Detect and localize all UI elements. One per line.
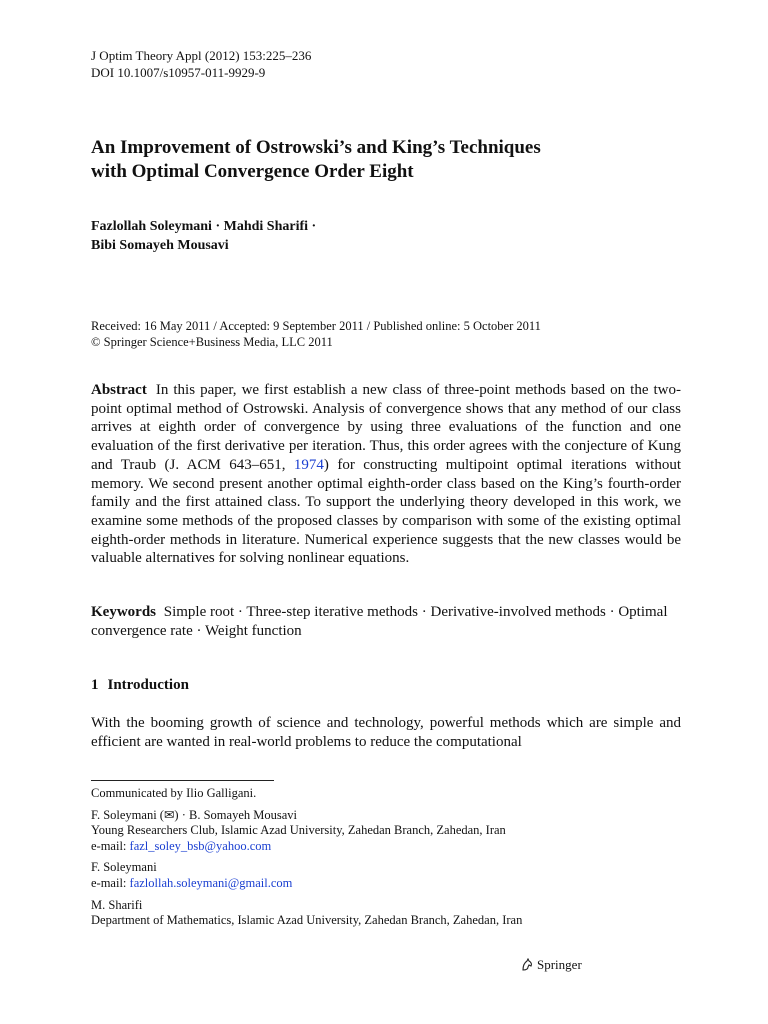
keywords xyxy=(91,603,681,640)
introduction-paragraph: With the booming growth of science and technology, powerful methods which are simple and efficient are wanted in real-world problems to reduce the computational xyxy=(91,715,681,750)
author-list xyxy=(91,217,681,255)
citation-link-1974[interactable]: 1974 xyxy=(293,456,324,473)
abstract-text-part-2: ) for constructing multipoint optimal iterations without memory. We second present another optimal eighth-order class based on the King’s fourth-order family and the first attained class. To support the underlying theory developed in this work, we examine some methods of the proposed classes by comparison with some of the existing optimal eighth-order methods in literature. Numerical experience suggests that the new classes would be valuable alternatives for solving nonlinear equations. xyxy=(91,456,682,567)
title-line-2: with Optimal Convergence Order Eight xyxy=(91,161,414,182)
author-affiliation-1 xyxy=(91,808,681,855)
publication-dates xyxy=(91,318,541,350)
communicated-by: Communicated by Ilio Galligani. xyxy=(91,786,257,800)
springer-horse-icon xyxy=(520,958,534,972)
affiliation-1: Young Researchers Club, Islamic Azad University, Zahedan Branch, Zahedan, Iran xyxy=(91,823,506,838)
received-accepted-published: Received: 16 May 2011 / Accepted: 9 September 2011 / Published online: 5 October 2011 xyxy=(91,319,541,333)
abstract-text-part-1: In this paper, we first establish a new class of three-point methods based on the two-point optimal method of Ostrowski. Analysis of convergence shows that any method of our class arrives at eighth order of convergence by using three evaluations of the function and one evaluation of the first derivative per iteration. Thus, this order agrees with the conjecture of Kung and Traub (J. ACM 643–651, xyxy=(91,382,681,473)
section-title: Introduction xyxy=(107,677,189,693)
paper-title xyxy=(91,136,681,184)
title-line-1: An Improvement of Ostrowski’s and King’s Techniques xyxy=(91,137,541,158)
author-name-3: M. Sharifi xyxy=(91,897,143,912)
author-name-2: F. Soleymani xyxy=(91,860,157,875)
author-affiliation-2 xyxy=(91,860,681,891)
email-label-1: e-mail: xyxy=(91,838,130,853)
section-heading xyxy=(91,677,189,694)
affiliation-3: Department of Mathematics, Islamic Azad University, Zahedan Branch, Zahedan, Iran xyxy=(91,913,523,928)
email-label-2: e-mail: xyxy=(91,875,130,890)
keywords-label: Keywords xyxy=(91,604,156,620)
author-names-1: F. Soleymani (✉) · B. Somayeh Mousavi xyxy=(91,807,297,822)
footnotes xyxy=(91,786,681,935)
email-line-2 xyxy=(91,876,681,892)
abstract-label: Abstract xyxy=(91,382,147,398)
journal-citation: J Optim Theory Appl (2012) 153:225–236 xyxy=(91,48,312,63)
publisher-logo xyxy=(520,957,582,973)
publisher-name: Springer xyxy=(537,957,582,972)
email-line-1 xyxy=(91,839,681,855)
section-number: 1 xyxy=(91,677,99,693)
abstract xyxy=(91,381,681,568)
email-link-1[interactable]: fazl_soley_bsb@yahoo.com xyxy=(129,838,272,853)
doi[interactable]: DOI 10.1007/s10957-011-9929-9 xyxy=(91,65,266,80)
author-affiliation-3 xyxy=(91,898,681,929)
copyright-notice: © Springer Science+Business Media, LLC 2011 xyxy=(91,335,333,349)
footnote-rule xyxy=(91,780,274,781)
authors-line-2: Bibi Somayeh Mousavi xyxy=(91,238,229,253)
authors-line-1: Fazlollah Soleymani · Mahdi Sharifi · xyxy=(91,219,317,234)
running-head xyxy=(91,47,311,81)
keywords-text: Simple root · Three-step iterative methods · Derivative-involved methods · Optimal convergence rate · Weight function xyxy=(91,604,668,639)
email-link-2[interactable]: fazlollah.soleymani@gmail.com xyxy=(129,875,293,890)
